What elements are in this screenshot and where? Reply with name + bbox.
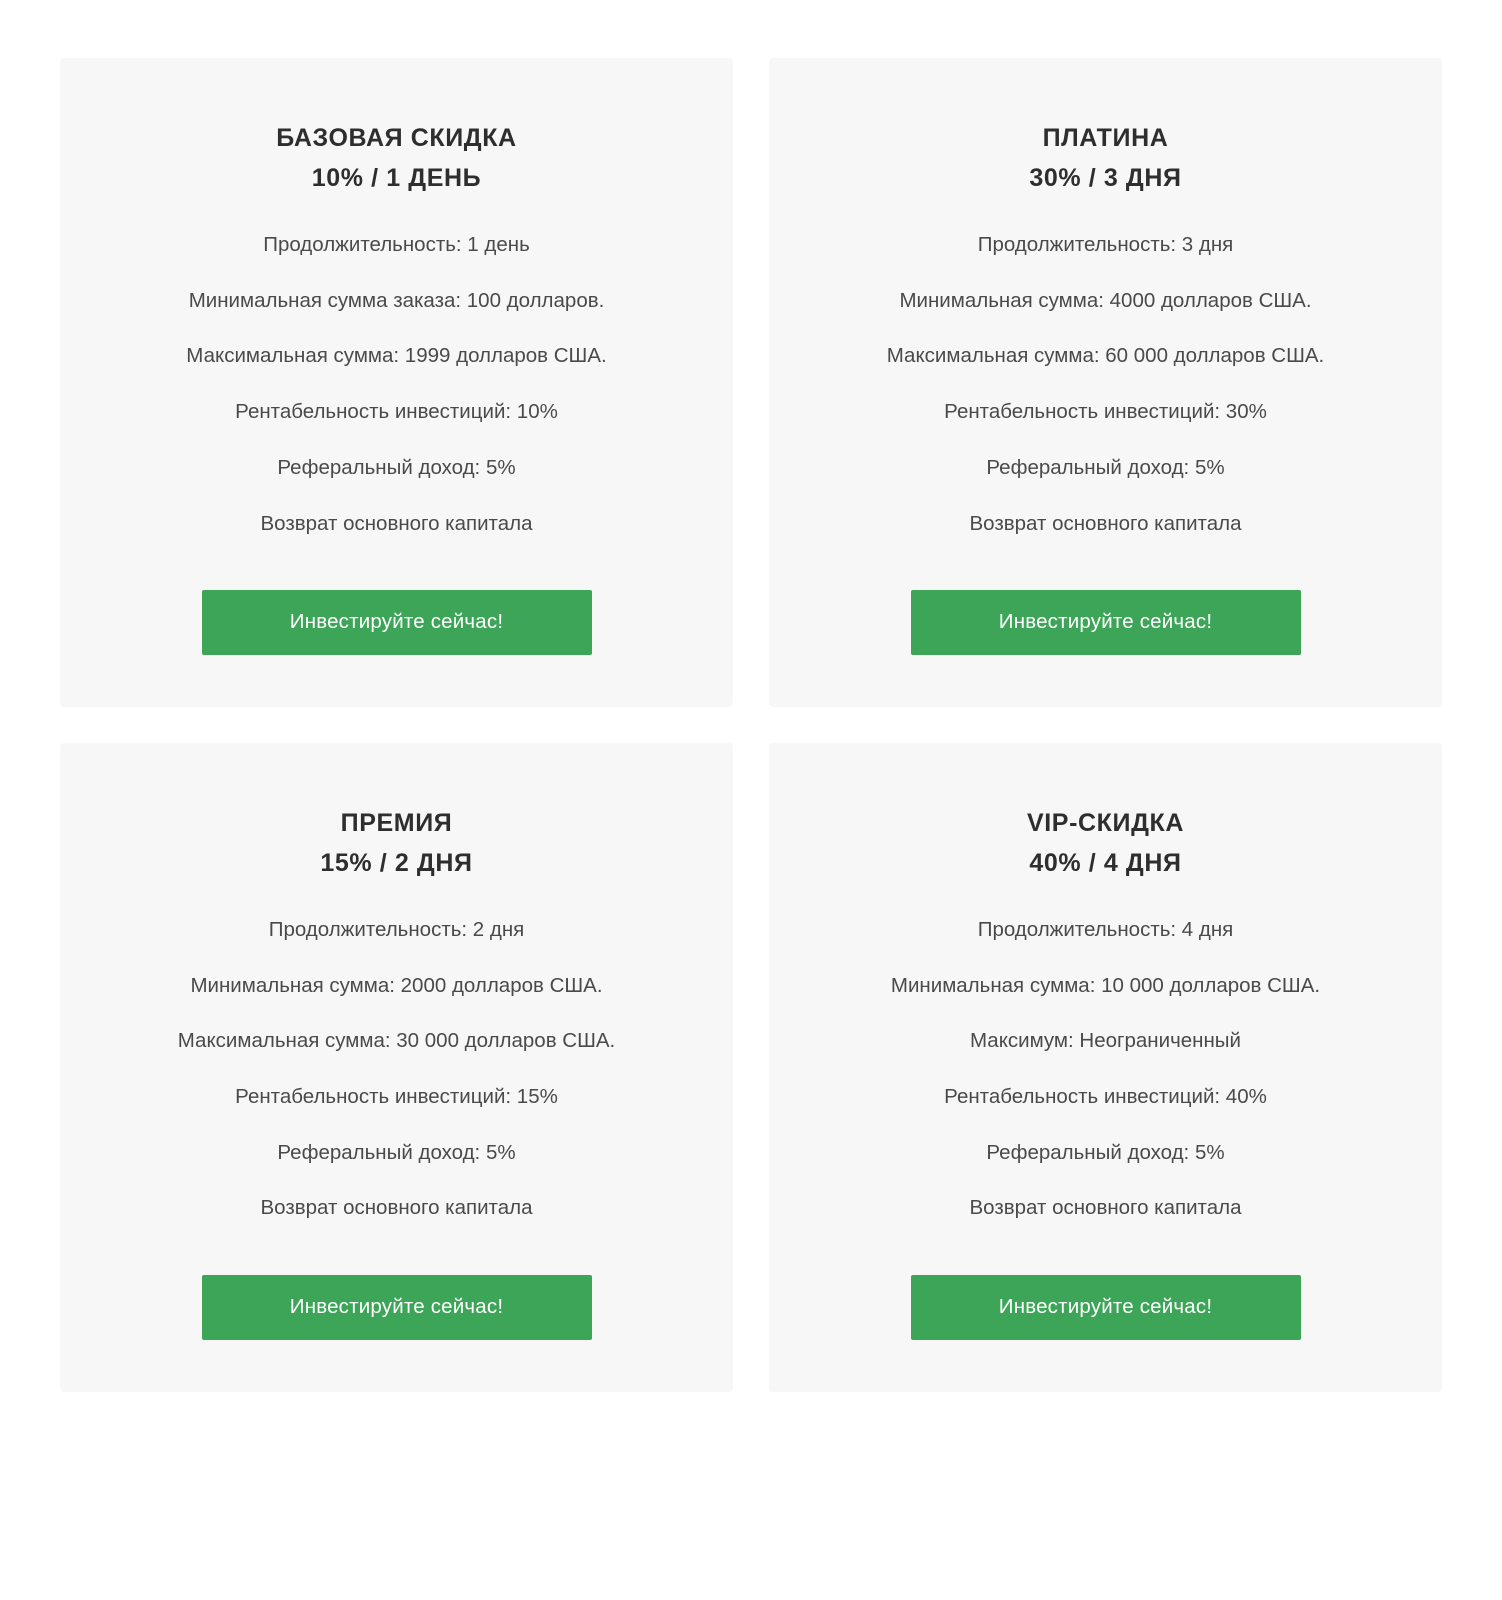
plan-feature-max-amount: Максимальная сумма: 60 000 долларов США. (886, 344, 1325, 368)
plan-subtitle: 15% / 2 ДНЯ (320, 849, 473, 878)
plan-title: VIP-СКИДКА (1026, 808, 1185, 837)
plan-title: ПЛАТИНА (1042, 124, 1169, 152)
plan-feature-capital-return: Возврат основного капитала (969, 1196, 1242, 1220)
plan-feature-min-amount: Минимальная сумма: 2000 долларов США. (190, 973, 603, 997)
plan-title: БАЗОВАЯ СКИДКА (276, 124, 517, 152)
plan-subtitle: 10% / 1 ДЕНЬ (311, 164, 482, 193)
invest-now-button[interactable]: Инвестируйте сейчас! (202, 590, 592, 655)
plan-feature-referral: Реферальный доход: 5% (277, 1140, 516, 1164)
plan-title: ПРЕМИЯ (340, 808, 453, 837)
plan-feature-min-amount: Минимальная сумма: 10 000 долларов США. (890, 973, 1321, 997)
plan-feature-capital-return: Возврат основного капитала (260, 1196, 533, 1220)
plan-feature-max-amount: Максимальная сумма: 1999 долларов США. (186, 344, 607, 368)
invest-now-button[interactable]: Инвестируйте сейчас! (202, 1275, 592, 1340)
plan-feature-list (799, 230, 1412, 538)
plan-feature-roi: Рентабельность инвестиций: 40% (944, 1084, 1267, 1108)
plan-feature-roi: Рентабельность инвестиций: 15% (235, 1084, 558, 1108)
plan-feature-roi: Рентабельность инвестиций: 30% (944, 400, 1267, 424)
plan-feature-list (90, 915, 703, 1223)
plan-card-vip (769, 743, 1442, 1392)
plan-card-platinum (769, 58, 1442, 707)
plan-feature-list (90, 230, 703, 538)
plan-card-premium (60, 743, 733, 1392)
plan-feature-referral: Реферальный доход: 5% (986, 1140, 1225, 1164)
plan-feature-duration: Продолжительность: 1 день (263, 233, 530, 256)
invest-now-button[interactable]: Инвестируйте сейчас! (911, 590, 1301, 655)
plan-feature-duration: Продолжительность: 4 дня (977, 917, 1234, 941)
plan-feature-max-amount: Максимум: Неограниченный (969, 1029, 1241, 1053)
plan-subtitle: 30% / 3 ДНЯ (1029, 164, 1182, 193)
plan-feature-referral: Реферальный доход: 5% (986, 455, 1225, 479)
plan-feature-min-amount: Минимальная сумма: 4000 долларов США. (899, 288, 1312, 312)
plan-feature-min-amount: Минимальная сумма заказа: 100 долларов. (188, 288, 605, 312)
plan-subtitle: 40% / 4 ДНЯ (1029, 849, 1182, 878)
plan-feature-roi: Рентабельность инвестиций: 10% (235, 400, 558, 424)
plan-feature-list (799, 915, 1412, 1223)
invest-now-button[interactable]: Инвестируйте сейчас! (911, 1275, 1301, 1340)
plan-feature-duration: Продолжительность: 3 дня (977, 233, 1234, 256)
plan-feature-capital-return: Возврат основного капитала (969, 511, 1242, 535)
plan-card-basic (60, 58, 733, 707)
plan-feature-referral: Реферальный доход: 5% (277, 455, 516, 479)
plan-feature-max-amount: Максимальная сумма: 30 000 долларов США. (177, 1029, 616, 1053)
plan-feature-duration: Продолжительность: 2 дня (268, 917, 525, 941)
plan-feature-capital-return: Возврат основного капитала (260, 511, 533, 535)
